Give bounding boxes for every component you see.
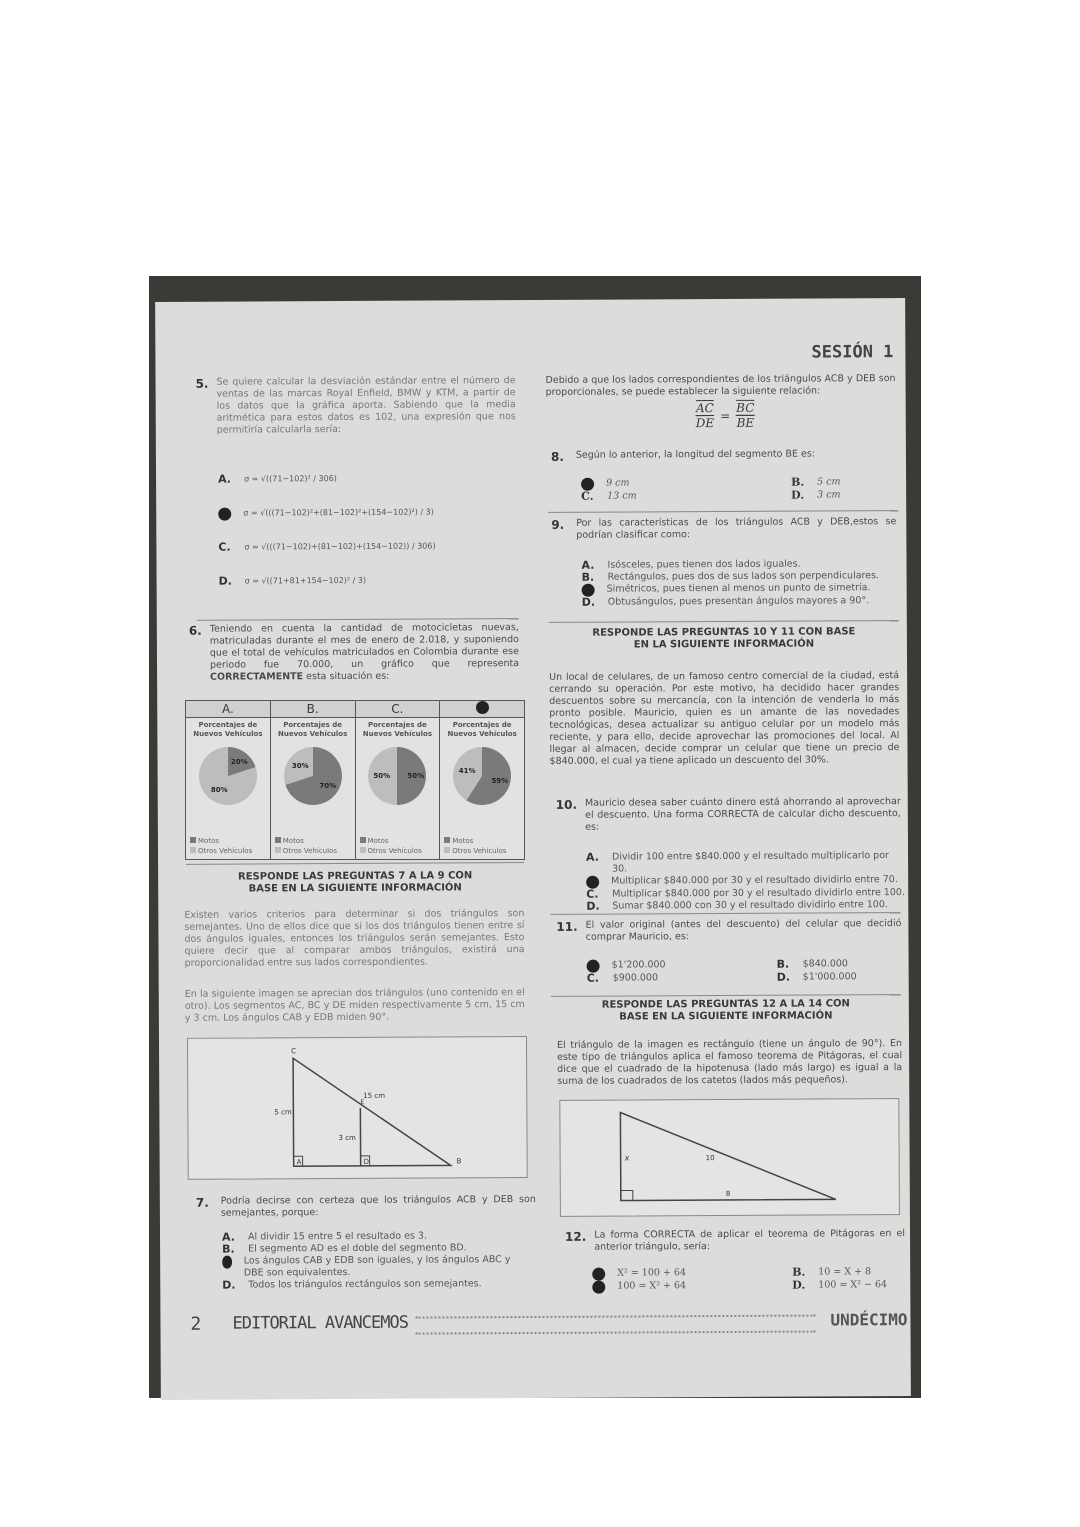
option-letter: C. bbox=[581, 489, 594, 503]
option-text: Todos los triángulos rectángulos son semejantes. bbox=[248, 1278, 482, 1291]
option-b[interactable] bbox=[777, 958, 887, 972]
right-triangle-figure bbox=[559, 1098, 900, 1217]
otros-slice-label: 50% bbox=[373, 772, 391, 780]
option-c[interactable] bbox=[222, 1254, 522, 1280]
option-c[interactable] bbox=[581, 490, 791, 503]
info-paragraph: Un local de celulares, de un famoso centro comercial de la ciudad, está cerrando su operación. Por este motivo, ha decidido hacer grandes descuentos sobre su mercancía, con la intención de venderla lo más pronto posible. Mauricio, quien es un amante de las novedades tecnológicas, desea actualizar su antiguo celular por un modelo más reciente, y para ello, decide aprovechar las promociones del local. Al llegar al almacen, decide comprar un celular que tiene un precio de $840.000, el cual ya tiene aplicado un descuento del 30%. bbox=[549, 670, 900, 767]
option-d[interactable] bbox=[777, 971, 887, 984]
question-11 bbox=[556, 918, 901, 944]
session-label: SESIÓN 1 bbox=[811, 342, 894, 363]
option-letter: D. bbox=[776, 970, 791, 984]
option-letter: D. bbox=[218, 574, 232, 588]
legend-label: Motos bbox=[198, 837, 219, 845]
option-text: Simétricos, pues tienen al menos un punto de simetría. bbox=[606, 582, 871, 595]
question-12 bbox=[565, 1228, 905, 1254]
option-text: 100 = X² − 64 bbox=[818, 1279, 888, 1291]
question-text: Por las características de los triángulos ACB y DEB,estos se podrían clasificar como: bbox=[576, 516, 897, 541]
header-line: RESPONDE LAS PREGUNTAS 12 A LA 14 CON bbox=[601, 998, 850, 1011]
exam-page-overlay bbox=[155, 298, 911, 1400]
option-text: Multiplicar $840.000 por 30 y el resultado dividirlo entre 100. bbox=[612, 887, 905, 900]
option-d[interactable] bbox=[586, 899, 906, 913]
chart-title: Porcentajes de Nuevos Vehículos bbox=[278, 721, 348, 738]
option-text: $900.000 bbox=[612, 972, 659, 984]
q12-options bbox=[592, 1266, 892, 1294]
motos-slice-label: 50% bbox=[407, 772, 425, 780]
option-c[interactable] bbox=[592, 1280, 792, 1294]
option-letter: D. bbox=[791, 488, 805, 502]
option-letter: A. bbox=[218, 472, 231, 486]
option-letter: C. bbox=[586, 887, 599, 901]
option-b[interactable] bbox=[792, 1266, 892, 1280]
header-line: BASE EN LA SIGUIENTE INFORMACIÓN bbox=[248, 882, 462, 895]
label-d: D bbox=[363, 1157, 370, 1166]
motos-slice-label: 59% bbox=[491, 776, 509, 785]
option-letter: A. bbox=[586, 850, 599, 864]
option-d[interactable] bbox=[791, 489, 881, 501]
chart-title: Porcentajes de Nuevos Vehículos bbox=[193, 721, 263, 738]
filled-answer-mark bbox=[222, 1256, 232, 1269]
option-letter: B. bbox=[222, 1242, 235, 1256]
question-10 bbox=[556, 796, 901, 834]
option-letter: A. bbox=[221, 1230, 235, 1244]
divider bbox=[186, 862, 524, 865]
option-formula: σ = √(((71−102)+(81−102)+(154−102)) / 306) bbox=[244, 541, 436, 552]
option-letter: D. bbox=[222, 1278, 236, 1292]
question-text: Según lo anterior, la longitud del segmento BE es: bbox=[575, 448, 816, 461]
option-text: Los ángulos CAB y EDB son iguales, y los ángulos ABC y DBE son equivalentes. bbox=[243, 1254, 511, 1279]
question-number: 10. bbox=[555, 797, 578, 812]
proportion-formula bbox=[696, 401, 755, 430]
option-formula: σ = √((71−102)² / 306) bbox=[244, 474, 337, 484]
numerator: $\overline{AC}$ bbox=[695, 401, 714, 416]
question-text: Se quiere calcular la desviación estándar entre el número de ventas de las marcas Royal Enfield, BMW y KTM, a partir de los datos que la gráfica aporta. Sabiendo que la media aritmética para estos datos es 102, una expresión que nos permitiría calcularla sería: bbox=[216, 375, 516, 436]
option-letter: B. bbox=[776, 957, 790, 971]
option-formula: σ = √((71+81+154−102)² / 3) bbox=[244, 575, 367, 586]
right-triangle-diagram bbox=[560, 1099, 899, 1216]
question-number: 7. bbox=[195, 1195, 209, 1210]
option-text: X² = 100 + 64 bbox=[617, 1267, 687, 1279]
option-letter: B. bbox=[792, 1265, 806, 1279]
option-text: $1'200.000 bbox=[611, 959, 666, 971]
info-paragraph: El triángulo de la imagen es rectángulo (tiene un ángulo de 90°). En este tipo de triángulos aplica el famoso teorema de Pitágoras, el cual dice que el cuadrado de la hipotenusa (lado más largo) es igual a la suma de los cuadrados de los catetos (lados más pequeños). bbox=[556, 1038, 903, 1087]
otros-slice-label: 30% bbox=[291, 762, 309, 770]
option-a[interactable] bbox=[581, 477, 791, 491]
otros-slice-label: 80% bbox=[210, 785, 228, 794]
question-text: Mauricio desea saber cuánto dinero está ahorrando al aprovechar el descuento. Una forma CORRECTA de calcular dicho descuento, es: bbox=[584, 796, 901, 833]
option-text: Multiplicar $840.000 por 30 y el resultado dividirlo entre 70. bbox=[611, 874, 898, 887]
option-text: 13 cm bbox=[607, 490, 637, 502]
footer-dotted-rule bbox=[415, 1315, 815, 1335]
option-d[interactable] bbox=[582, 595, 902, 609]
section-header-12-14 bbox=[551, 998, 901, 1024]
label-b: B bbox=[456, 1157, 462, 1166]
denominator: BE bbox=[736, 415, 755, 430]
question-text: El valor original (antes del descuento) del celular que decidió comprar Mauricio, es: bbox=[585, 918, 902, 943]
similar-triangles-figure bbox=[187, 1036, 528, 1180]
label-bc: 15 cm bbox=[363, 1091, 386, 1100]
q11-options bbox=[587, 958, 887, 985]
label-hypotenuse: 10 bbox=[705, 1154, 715, 1163]
divider bbox=[549, 620, 899, 623]
label-de: 3 cm bbox=[338, 1133, 356, 1143]
option-letter: C. bbox=[586, 971, 599, 985]
legend-label: Motos bbox=[367, 837, 389, 845]
option-b[interactable]: B. Rectángulos, pues dos de sus lados son perpendiculares. bbox=[581, 570, 880, 584]
legend-label: Motos bbox=[282, 837, 304, 845]
option-text: 10 = X + 8 bbox=[818, 1266, 872, 1278]
header-line: BASE EN LA SIGUIENTE INFORMACIÓN bbox=[619, 1010, 833, 1023]
question-text-end: esta situación es: bbox=[303, 670, 390, 683]
divider bbox=[548, 510, 898, 513]
option-letter: D. bbox=[586, 899, 600, 913]
question-text: Podría decirse con certeza que los triángulos ACB y DEB son semejantes, porque: bbox=[220, 1193, 536, 1219]
label-e: E bbox=[360, 1098, 365, 1106]
option-a[interactable] bbox=[586, 850, 906, 876]
question-number: 5. bbox=[195, 376, 209, 391]
legend-label: Otros Vehículos bbox=[282, 847, 337, 855]
legend-label: Otros Vehículos bbox=[198, 847, 253, 855]
option-text: Al dividir 15 entre 5 el resultado es 3. bbox=[247, 1230, 428, 1243]
q10-options bbox=[586, 850, 906, 913]
header-line: RESPONDE LAS PREGUNTAS 7 A LA 9 CON bbox=[237, 870, 473, 883]
legend-label: Otros Vehículos bbox=[452, 847, 507, 855]
option-d[interactable] bbox=[222, 1278, 522, 1292]
option-a[interactable] bbox=[587, 959, 777, 973]
triangles-diagram bbox=[188, 1037, 527, 1179]
grade-label: UNDÉCIMO bbox=[830, 1310, 908, 1330]
option-b[interactable] bbox=[791, 476, 881, 489]
option-text: 9 cm bbox=[606, 477, 630, 489]
question-number: 11. bbox=[556, 919, 578, 934]
option-text: Dividir 100 entre $840.000 y el resultado multiplicarlo por 30. bbox=[611, 850, 889, 875]
q8-options bbox=[581, 476, 881, 503]
emphasis: CORRECTAMENTE bbox=[209, 671, 304, 683]
option-letter: D. bbox=[792, 1278, 806, 1292]
denominator: DE bbox=[695, 416, 715, 431]
label-ac: 5 cm bbox=[274, 1108, 292, 1117]
question-9 bbox=[551, 516, 896, 542]
question-7 bbox=[196, 1194, 536, 1220]
option-letter: D. bbox=[581, 595, 596, 609]
option-c[interactable] bbox=[587, 972, 777, 985]
option-text: Isósceles, pues tienen dos lados iguales. bbox=[607, 558, 801, 571]
equals-sign: = bbox=[720, 408, 731, 423]
option-text: 100 = X² + 64 bbox=[617, 1280, 687, 1292]
motos-slice-label: 70% bbox=[319, 781, 337, 790]
question-text: La forma CORRECTA de aplicar el teorema de Pitágoras en el anterior triángulo, sería: bbox=[594, 1228, 906, 1253]
filled-answer-mark bbox=[592, 1281, 605, 1294]
option-text: Sumar $840.000 con 30 y el resultado dividirlo entre 100. bbox=[612, 899, 888, 912]
option-text: Rectángulos, pues dos de sus lados son perpendiculares. bbox=[607, 570, 880, 583]
option-text: Obtusángulos, pues presentan ángulos mayores a 90°. bbox=[607, 595, 870, 608]
header-line: RESPONDE LAS PREGUNTAS 10 Y 11 CON BASE bbox=[592, 626, 856, 639]
option-text: $1'000.000 bbox=[802, 971, 857, 983]
intro-paragraph: Debido a que los lados correspondientes de los triángulos ACB y DEB son proporcionales, se puede establecer la siguiente relación: bbox=[545, 373, 896, 398]
option-formula: σ = √(((71−102)²+(81−102)²+(154−102)²) / 3) bbox=[243, 507, 434, 518]
motos-slice-label: 20% bbox=[230, 758, 248, 767]
header-line: EN LA SIGUIENTE INFORMACIÓN bbox=[633, 638, 815, 651]
page-number: 2 bbox=[190, 1313, 202, 1335]
option-a[interactable] bbox=[592, 1267, 792, 1281]
question-8 bbox=[551, 448, 896, 464]
info-paragraph: En la siguiente imagen se aprecian dos triángulos (uno contenido en el otro). Los segmentos AC, BC y DE miden respectivamente 5 cm, 15 cm y 3 cm. Los ángulos CAB y EDB miden 90°. bbox=[184, 987, 525, 1024]
option-letter: A. bbox=[221, 702, 234, 716]
option-letter: A. bbox=[581, 558, 595, 572]
question-number: 8. bbox=[550, 449, 564, 464]
option-letter: C. bbox=[218, 540, 231, 554]
label-x: x bbox=[624, 1153, 630, 1163]
legend-label: Otros Vehículos bbox=[367, 847, 422, 855]
option-letter: B. bbox=[791, 475, 805, 489]
numerator: $\overline{BC}$ bbox=[736, 400, 755, 415]
info-paragraph: Existen varios criterios para determinar si dos triángulos son semejantes. Uno de ellos dice que si los dos triángulos tienen entre sí dos ángulos iguales, entonces los triángulos serán semejantes. Esto quiere decir que al comparar ambos triángulos, existirá una proporcionalidad entre sus lados correspondientes. bbox=[184, 908, 525, 969]
filled-answer-mark bbox=[592, 1268, 605, 1281]
chart-title: Porcentajes de Nuevos Vehículos bbox=[447, 721, 517, 738]
label-a: A bbox=[296, 1158, 302, 1167]
option-d[interactable] bbox=[792, 1279, 892, 1293]
q7-options bbox=[222, 1230, 522, 1292]
label-base: 8 bbox=[725, 1189, 731, 1198]
option-text: 5 cm bbox=[817, 476, 841, 488]
q9-options bbox=[581, 558, 901, 609]
option-letter: B. bbox=[306, 702, 319, 716]
question-number: 6. bbox=[188, 623, 202, 638]
option-text: El segmento AD es el doble del segmento BD. bbox=[248, 1242, 467, 1255]
legend-label: Motos bbox=[452, 837, 474, 845]
section-header-7-9 bbox=[186, 870, 524, 896]
question-number: 9. bbox=[551, 517, 565, 532]
option-text: 3 cm bbox=[817, 489, 841, 501]
question-text: Teniendo en cuenta la cantidad de motocicletas nuevas, matriculadas durante el mes de enero de 2.018, y suponiendo que el total de vehículos matriculados en Colombia durante ese periodo fue 70.000, un gráfico que representa bbox=[209, 622, 520, 671]
option-letter: C. bbox=[391, 702, 404, 716]
question-number: 12. bbox=[564, 1229, 587, 1244]
chart-title: Porcentajes de Nuevos Vehículos bbox=[362, 721, 432, 738]
otros-slice-label: 41% bbox=[458, 767, 476, 776]
option-text: $840.000 bbox=[802, 958, 848, 970]
section-header-10-11 bbox=[549, 626, 899, 652]
publisher-name: EDITORIAL AVANCEMOS bbox=[232, 1312, 408, 1334]
label-c: C bbox=[291, 1047, 296, 1056]
divider bbox=[551, 994, 901, 997]
